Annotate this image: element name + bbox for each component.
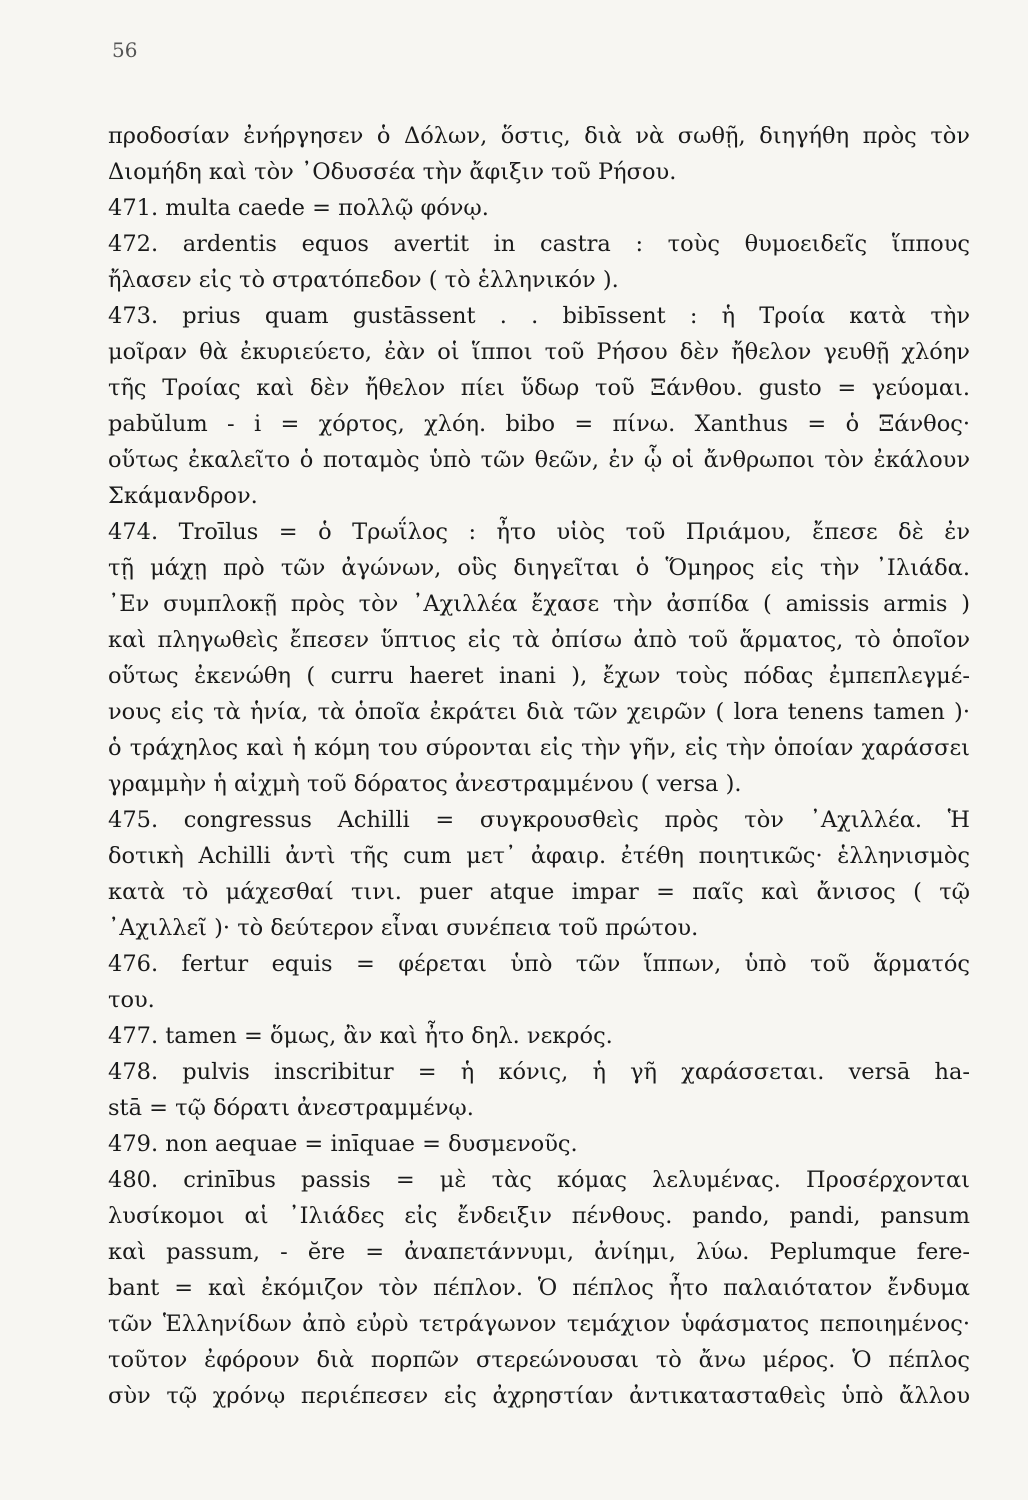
text-line: οὕτως ἐκενώθη ( curru haeret inani ), ἔχων τοὺς πόδας ἐμπεπλεγμέ- (108, 663, 970, 689)
text-line: 472. ardentis equos avertit in castra : τοὺς θυμοειδεῖς ἵππους (108, 231, 970, 257)
text-line: του. (108, 987, 155, 1013)
text-line: κατὰ τὸ μάχεσθαί τινι. puer atque impar = παῖς καὶ ἄνισος ( τῷ (108, 879, 970, 905)
text-line: δοτικὴ Achilli ἀντὶ τῆς cum μετ᾿ ἀφαιρ. ἐτέθη ποιητικῶς· ἑλληνισμὸς (108, 843, 970, 869)
text-line: 479. non aequae = inīquae = δυσμενοῦς. (108, 1131, 578, 1157)
text-line: ᾿Αχιλλεῖ )· τὸ δεύτερον εἶναι συνέπεια τοῦ πρώτου. (108, 915, 699, 941)
text-line: τῶν Ἑλληνίδων ἀπὸ εὐρὺ τετράγωνον τεμάχιον ὑφάσματος πεποιημένος· (108, 1311, 970, 1337)
text-line: οὕτως ἐκαλεῖτο ὁ ποταμὸς ὑπὸ τῶν θεῶν, ἐν ᾧ οἱ ἄνθρωποι τὸν ἐκάλουν (108, 447, 970, 473)
text-line: ᾿Εν συμπλοκῇ πρὸς τὸν ᾿Αχιλλέα ἔχασε τὴν ἀσπίδα ( amissis armis ) (108, 591, 970, 617)
text-line: 473. prius quam gustāssent . . bibīssent : ἡ Τροία κατὰ τὴν (108, 303, 970, 329)
text-line: νους εἰς τὰ ἡνία, τὰ ὁποῖα ἐκράτει διὰ τῶν χειρῶν ( lora tenens tamen )· (108, 699, 970, 725)
text-line: stā = τῷ δόρατι ἀνεστραμμένῳ. (108, 1095, 474, 1121)
text-line: σὺν τῷ χρόνῳ περιέπεσεν εἰς ἀχρηστίαν ἀντικατασταθεὶς ὑπὸ ἄλλου (108, 1383, 970, 1409)
text-line: μοῖραν θὰ ἐκυριεύετο, ἐὰν οἱ ἵπποι τοῦ Ρήσου δὲν ἤθελον γευθῇ χλόην (108, 339, 970, 365)
text-line: καὶ πληγωθεὶς ἔπεσεν ὕπτιος εἰς τὰ ὀπίσω ἀπὸ τοῦ ἅρματος, τὸ ὁποῖον (108, 627, 970, 653)
text-line: 475. congressus Achilli = συγκρουσθεὶς πρὸς τὸν ᾿Αχιλλέα. Ἡ (108, 807, 970, 833)
text-line: 477. tamen = ὅμως, ἂν καὶ ἦτο δηλ. νεκρός. (108, 1023, 613, 1049)
text-line: Διομήδη καὶ τὸν ᾿Οδυσσέα τὴν ἄφιξιν τοῦ Ρήσου. (108, 159, 677, 185)
text-line: pabŭlum - i = χόρτος, χλόη. bibo = πίνω. Xanthus = ὁ Ξάνθος· (108, 411, 970, 437)
text-body (108, 118, 970, 1414)
text-line: καὶ passum, - ĕre = ἀναπετάννυμι, ἀνίημι, λύω. Peplumque fere- (108, 1239, 970, 1265)
text-line: 478. pulvis inscribitur = ἡ κόνις, ἡ γῆ χαράσσεται. versā ha- (108, 1059, 970, 1085)
text-line: 471. multa caede = πολλῷ φόνῳ. (108, 195, 489, 221)
text-line: bant = καὶ ἐκόμιζον τὸν πέπλον. Ὁ πέπλος ἦτο παλαιότατον ἔνδυμα (108, 1275, 970, 1301)
text-line: τῇ μάχῃ πρὸ τῶν ἀγώνων, οὓς διηγεῖται ὁ Ὅμηρος εἰς τὴν ᾿Ιλιάδα. (108, 555, 970, 581)
page-number: 56 (112, 38, 138, 62)
text-line: 476. fertur equis = φέρεται ὑπὸ τῶν ἵππων, ὑπὸ τοῦ ἅρματός (108, 951, 970, 977)
text-line: λυσίκομοι αἱ ᾿Ιλιάδες εἰς ἔνδειξιν πένθους. pando, pandi, pansum (108, 1203, 970, 1229)
text-line: ἤλασεν εἰς τὸ στρατόπεδον ( τὸ ἑλληνικόν ). (108, 267, 619, 293)
text-line: ὁ τράχηλος καὶ ἡ κόμη του σύρονται εἰς τὴν γῆν, εἰς τὴν ὁποίαν χαράσσει (108, 735, 970, 761)
text-line: Σκάμανδρον. (108, 483, 258, 509)
text-line: 474. Troīlus = ὁ Τρωΐλος : ἦτο υἱὸς τοῦ Πριάμου, ἔπεσε δὲ ἐν (108, 519, 970, 545)
text-line: τῆς Τροίας καὶ δὲν ἤθελον πίει ὕδωρ τοῦ Ξάνθου. gusto = γεύομαι. (108, 375, 970, 401)
text-line: προδοσίαν ἐνήργησεν ὁ Δόλων, ὅστις, διὰ νὰ σωθῇ, διηγήθη πρὸς τὸν (108, 123, 970, 149)
text-line: γραμμὴν ἡ αἰχμὴ τοῦ δόρατος ἀνεστραμμένου ( versa ). (108, 771, 742, 797)
text-line: 480. crinībus passis = μὲ τὰς κόμας λελυμένας. Προσέρχονται (108, 1167, 970, 1193)
text-line: τοῦτον ἐφόρουν διὰ πορπῶν στερεώνουσαι τὸ ἄνω μέρος. Ὁ πέπλος (108, 1347, 970, 1373)
